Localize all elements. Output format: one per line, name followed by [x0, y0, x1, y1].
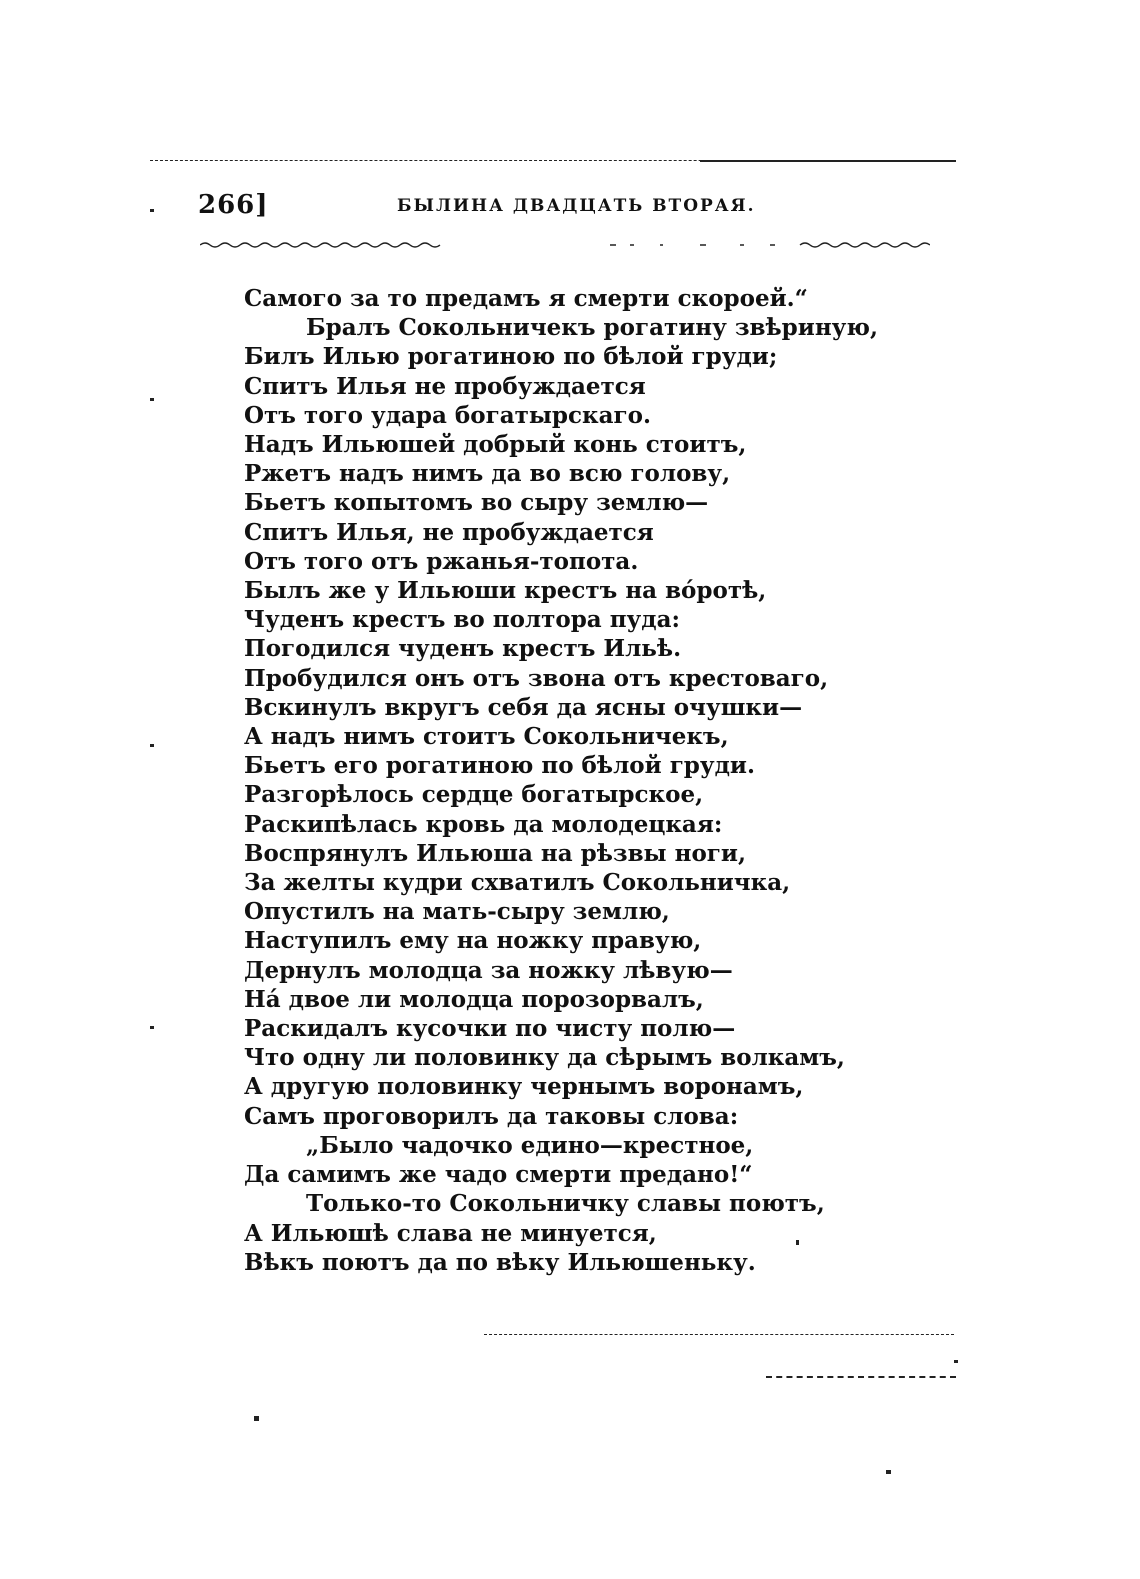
poem-line: Бралъ Сокольничекъ рогатину звѣриную, — [306, 314, 878, 342]
poem-line: Самого за то предамъ я смерти скороей.“ — [244, 285, 808, 312]
poem-line: А Ильюшѣ слава не минуется, — [244, 1219, 657, 1247]
bottom-rule-secondary — [766, 1376, 956, 1378]
top-rule-solid — [700, 160, 956, 162]
poem-line: Что одну ли половинку да сѣрымъ волкамъ, — [244, 1044, 845, 1072]
poem-line: А надъ нимъ стоитъ Сокольничекъ, — [244, 723, 729, 751]
poem-line: Раскипѣлась кровь да молодецкая: — [244, 810, 723, 838]
running-head: БЫЛИНА ДВАДЦАТЬ ВТОРАЯ. — [397, 196, 756, 216]
poem-line: Погодился чуденъ крестъ Ильѣ. — [244, 635, 682, 663]
poem-line: Опустилъ на мать-сыру землю, — [244, 898, 670, 926]
speck — [150, 209, 154, 212]
poem-text — [244, 284, 878, 1277]
poem-line: Былъ же у Ильюши крестъ на вóротѣ, — [244, 577, 767, 605]
poem-line: Бьетъ копытомъ во сыру землю— — [244, 489, 709, 517]
poem-line: Воспрянулъ Ильюша на рѣзвы ноги, — [244, 839, 746, 867]
poem-line: „Было чадочко едино—крестное, — [306, 1131, 754, 1159]
poem-line: Отъ того отъ ржанья-топота. — [244, 547, 639, 575]
poem-line: Раскидалъ кусочки по чисту полю— — [244, 1015, 736, 1043]
speck — [796, 1240, 799, 1245]
poem-line: Только-то Сокольничку славы поютъ, — [306, 1190, 825, 1218]
poem-line: Наступилъ ему на ножку правую, — [244, 927, 702, 955]
speck — [150, 1026, 154, 1029]
poem-line: Да самимъ же чадо смерти предано!“ — [244, 1161, 753, 1189]
poem-line: Ржетъ надъ нимъ да во всю голову, — [244, 460, 731, 488]
poem-line: А другую половинку чернымъ воронамъ, — [244, 1073, 804, 1101]
poem-line: Бьетъ его рогатиною по бѣлой груди. — [244, 752, 755, 780]
speck — [150, 744, 154, 747]
poem-line: Спитъ Илья, не пробуждается — [244, 518, 654, 546]
poem-line: Отъ того удара богатырскаго. — [244, 401, 651, 429]
poem-line: Надъ Ильюшей добрый конь стоитъ, — [244, 431, 747, 459]
poem-line: Дернулъ молодца за ножку лѣвую— — [244, 956, 733, 984]
poem-line: Пробудился онъ отъ звона отъ крестоваго, — [244, 664, 829, 692]
poem-line: За желты кудри схватилъ Сокольничка, — [244, 869, 791, 897]
speck — [886, 1470, 891, 1474]
speck — [150, 398, 154, 401]
poem-line: Вѣкъ поютъ да по вѣку Ильюшеньку. — [244, 1248, 756, 1276]
poem-line: Спитъ Илья не пробуждается — [244, 372, 646, 400]
poem-line: Разгорѣлось сердце богатырское, — [244, 781, 704, 809]
poem-line: Вскинулъ вкругъ себя да ясны очушки— — [244, 693, 803, 721]
page-number: 266] — [198, 190, 269, 220]
speck — [954, 1360, 958, 1363]
bottom-rule — [484, 1334, 954, 1335]
speck — [254, 1416, 259, 1421]
poem-line: Самъ проговорилъ да таковы слова: — [244, 1102, 739, 1130]
wavy-rule — [200, 240, 930, 250]
poem-line: Чуденъ крестъ во полтора пуда: — [244, 606, 680, 634]
poem-line: На́ двое ли молодца порозорвалъ, — [244, 985, 704, 1013]
poem-line: Билъ Илью рогатиною по бѣлой груди; — [244, 343, 778, 371]
